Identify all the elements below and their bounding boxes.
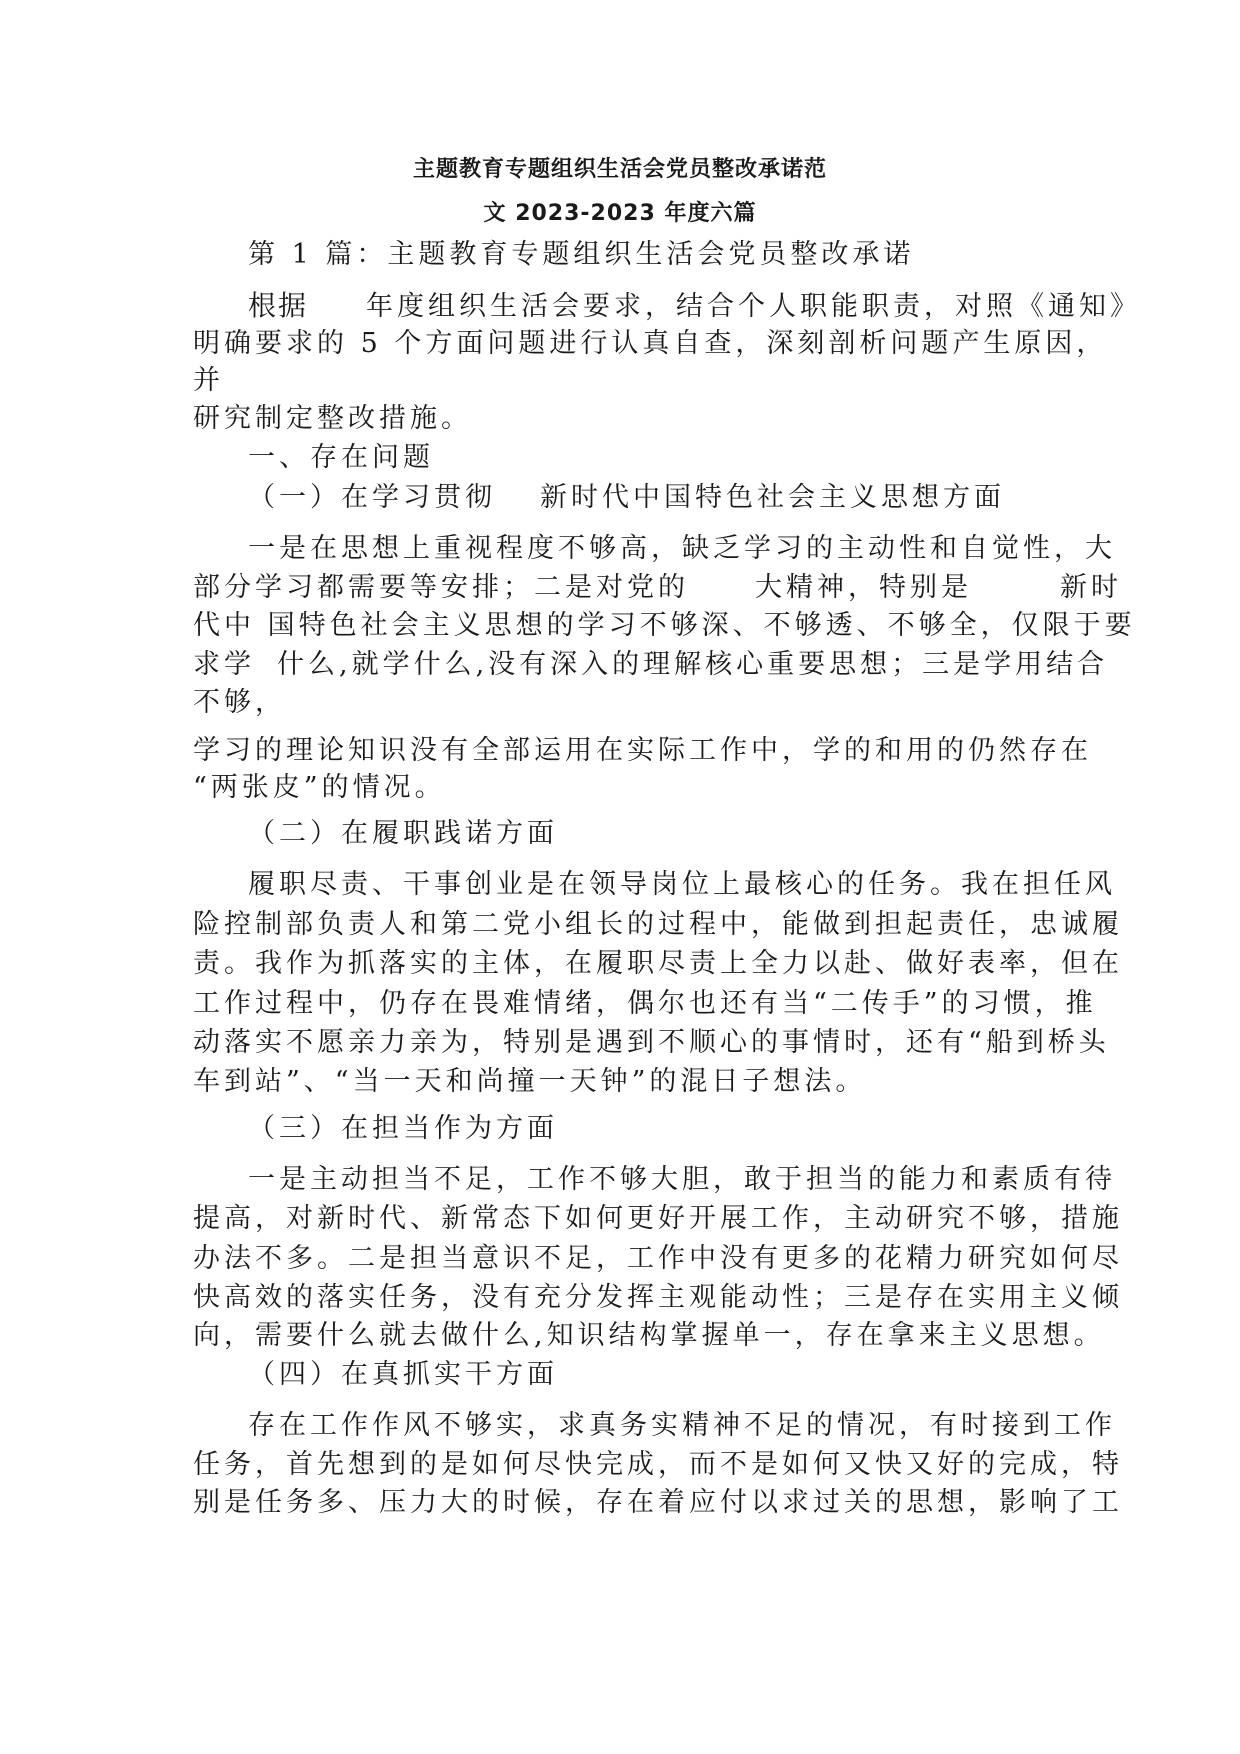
sub-2-line-1: 履职尽责、干事创业是在领导岗位上最核心的任务。我在担任风 (248, 869, 1116, 900)
sub-1-heading-b: 新时代中国特色社会主义思想方面 (540, 482, 1005, 513)
sub-2-line-2: 险控制部负责人和第二党小组长的过程中，能做到担起责任，忠诚履 (193, 909, 1123, 940)
intro-line-2: 明确要求的 5 个方面问题进行认真自查，深刻剖析问题产生原因， (193, 328, 1108, 359)
sub-3-line-4: 快高效的落实任务，没有充分发挥主观能动性；三是存在实用主义倾 (193, 1282, 1123, 1313)
sub-1-line-5: 不够， (193, 687, 286, 718)
sub-1-line-2-c: 新时 (1060, 572, 1122, 603)
intro-line-3: 并 (193, 365, 224, 396)
sub-1-line-1: 一是在思想上重视程度不够高，缺乏学习的主动性和自觉性，大 (248, 533, 1116, 564)
sub-2-line-5: 动落实不愿亲力亲为，特别是遇到不顺心的事情时，还有“船到桥头 (193, 1027, 1110, 1058)
sub-2-heading: （二）在履职践诺方面 (248, 818, 558, 849)
sub-1-line-7: “两张皮”的情况。 (193, 772, 446, 803)
sub-2-line-3: 责。我作为抓落实的主体，在履职尽责上全力以赴、做好表率，但在 (193, 948, 1123, 979)
sub-3-line-5: 向，需要什么就去做什么,知识结构掌握单一，存在拿来主义思想。 (193, 1320, 1105, 1351)
sub-1-heading-a: （一）在学习贯彻 (248, 482, 496, 513)
section-1-heading: 一、存在问题 (248, 442, 434, 473)
sub-3-line-2: 提高，对新时代、新常态下如何更好开展工作，主动研究不够，措施 (193, 1203, 1123, 1234)
sub-2-line-4: 工作过程中，仍存在畏难情绪，偶尔也还有当“二传手”的习惯，推 (193, 988, 1097, 1019)
sub-1-line-2-b: 大精神，特别是 (755, 572, 972, 603)
sub-2-line-6: 车到站”、“当一天和尚撞一天钟”的混日子想法。 (193, 1066, 867, 1097)
sub-3-line-1: 一是主动担当不足，工作不够大胆，敢于担当的能力和素质有待 (248, 1164, 1116, 1195)
sub-4-line-1: 存在工作作风不够实，求真务实精神不足的情况，有时接到工作 (248, 1410, 1116, 1441)
sub-1-line-4-a: 求学 (193, 649, 255, 680)
document-title-line-2: 文 2023-2023 年度六篇 (483, 201, 757, 226)
intro-lead: 根据 (248, 289, 309, 322)
sub-4-heading: （四）在真抓实干方面 (248, 1359, 558, 1390)
sub-1-line-2-a: 部分学习都需要等安排；二是对党的 (193, 572, 689, 603)
document-title-line-1: 主题教育专题组织生活会党员整改承诺范 (412, 157, 827, 182)
sub-3-line-3: 办法不多。二是担当意识不足，工作中没有更多的花精力研究如何尽 (193, 1243, 1123, 1274)
sub-4-line-2: 任务，首先想到的是如何尽快完成，而不是如何又快又好的完成，特 (193, 1449, 1123, 1480)
sub-1-line-3: 代中 国特色社会主义思想的学习不够深、不够透、不够全，仅限于要 (193, 610, 1136, 641)
intro-line-1-text: 年度组织生活会要求，结合个人职能职责，对照《通知》 (366, 291, 1142, 322)
sub-1-line-6: 学习的理论知识没有全部运用在实际工作中，学的和用的仍然存在 (193, 735, 1092, 766)
sub-1-heading (248, 479, 1005, 517)
sub-1-line-4-b: 什么,就学什么,没有深入的理解核心重要思想；三是学用结合 (277, 649, 1109, 680)
sub-4-line-3: 别是任务多、压力大的时候，存在着应付以求过关的思想，影响了工 (193, 1487, 1123, 1518)
intro-line-1 (248, 287, 1141, 326)
sub-3-heading: （三）在担当作为方面 (248, 1113, 558, 1144)
intro-line-4: 研究制定整改措施。 (193, 403, 472, 434)
sub-1-line-2 (193, 569, 1122, 607)
sub-1-line-4 (193, 646, 1108, 684)
document-subtitle: 第 1 篇：主题教育专题组织生活会党员整改承诺 (248, 239, 915, 270)
